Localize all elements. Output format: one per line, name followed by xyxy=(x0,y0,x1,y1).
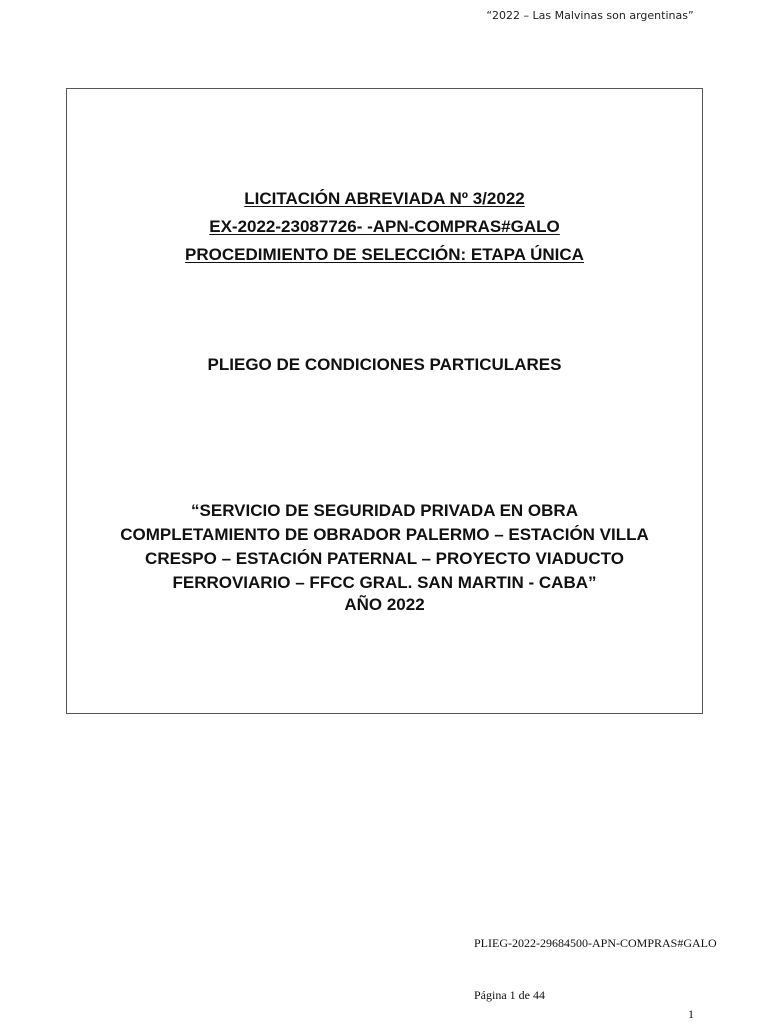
title-line-procedure: PROCEDIMIENTO DE SELECCIÓN: ETAPA ÚNICA xyxy=(185,245,584,264)
title-line-file-number: EX-2022-23087726- -APN-COMPRAS#GALO xyxy=(209,217,560,236)
cover-box xyxy=(66,88,703,714)
year-label: AÑO 2022 xyxy=(344,595,425,614)
title-block xyxy=(67,185,702,269)
document-subtitle: PLIEGO DE CONDICIONES PARTICULARES xyxy=(207,355,562,374)
page-of-label: Página 1 de 44 xyxy=(474,988,545,1002)
title-line-tender: LICITACIÓN ABREVIADA Nº 3/2022 xyxy=(244,189,525,208)
service-line: “SERVICIO DE SEGURIDAD PRIVADA EN OBRA xyxy=(191,501,578,520)
service-line: COMPLETAMIENTO DE OBRADOR PALERMO – ESTACIÓN VILLA xyxy=(120,525,649,544)
service-title xyxy=(77,499,692,595)
service-line: FERROVIARIO – FFCC GRAL. SAN MARTIN - CABA” xyxy=(172,573,597,592)
document-id: PLIEG-2022-29684500-APN-COMPRAS#GALO xyxy=(474,936,717,950)
service-line: CRESPO – ESTACIÓN PATERNAL – PROYECTO VIADUCTO xyxy=(145,549,624,568)
page-number: 1 xyxy=(688,1007,694,1021)
header-motto: “2022 – Las Malvinas son argentinas” xyxy=(486,9,694,22)
